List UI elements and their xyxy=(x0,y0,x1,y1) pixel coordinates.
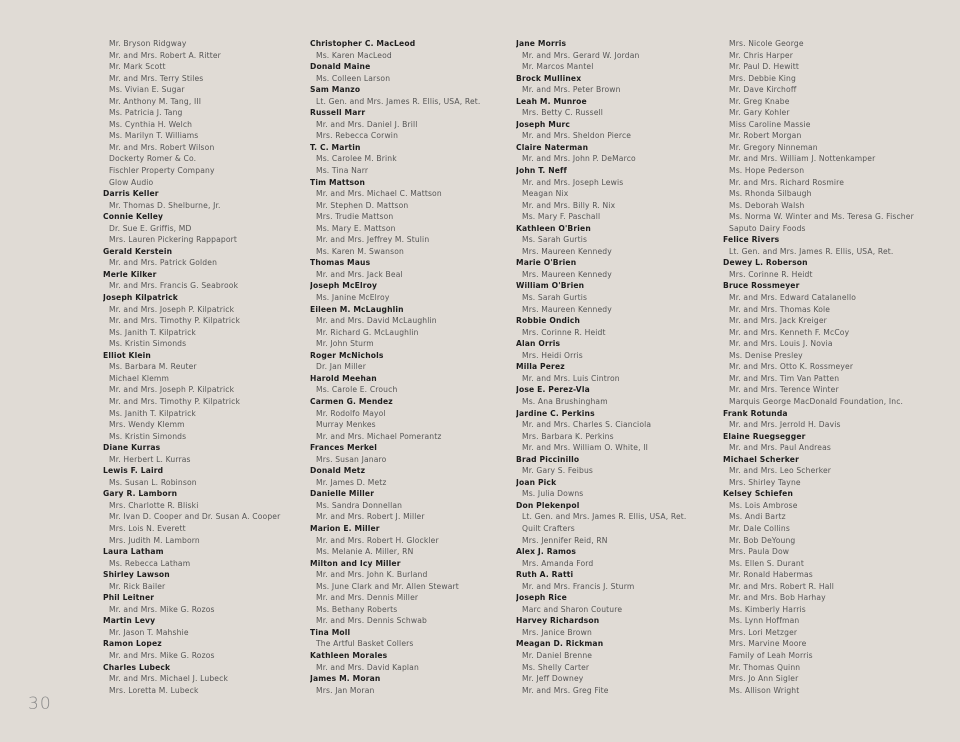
donor-name: Mr. and Mrs. Jack Beal xyxy=(316,269,403,279)
honoree-name: Joan Pick xyxy=(516,477,557,487)
donor-name: Ms. Rebecca Latham xyxy=(109,558,191,568)
honoree-name: Kelsey Schiefen xyxy=(723,489,794,499)
donor-name: Mr. Thomas D. Shelburne, Jr. xyxy=(109,200,221,210)
honoree-name: Gerald Kerstein xyxy=(103,246,173,256)
donor-name: Mr. and Mrs. Jeffrey M. Stulin xyxy=(316,235,430,245)
honoree-name: Darris Keller xyxy=(103,189,159,199)
donor-name: Ms. Kristin Simonds xyxy=(109,339,187,349)
honoree-name: Phil Leitner xyxy=(103,593,155,603)
honoree-name: T. C. Martin xyxy=(310,142,361,152)
honoree-name: Diane Kurras xyxy=(103,443,161,453)
donor-name: Mr. Mark Scott xyxy=(109,62,166,72)
donor-name: Ms. Sarah Gurtis xyxy=(522,293,588,303)
honoree-name: Claire Naterman xyxy=(516,142,589,152)
donor-name: Mr. and Mrs. Charles S. Cianciola xyxy=(522,420,652,430)
honoree-name: Tina Moll xyxy=(310,627,351,637)
donor-name: Ms. Tina Narr xyxy=(316,166,369,176)
donor-name: Glow Audio xyxy=(109,177,154,187)
donor-name: Ms. Kimberly Harris xyxy=(729,604,806,614)
donor-name: Mr. and Mrs. David McLaughlin xyxy=(316,316,437,326)
donor-name: Mr. Chris Harper xyxy=(729,50,794,60)
honoree-name: Danielle Miller xyxy=(310,489,375,499)
donor-name: Mr. Anthony M. Tang, III xyxy=(109,96,202,106)
donor-name: Ms. Janine McElroy xyxy=(316,293,390,303)
donor-name: Ms. Kristin Simonds xyxy=(109,431,187,441)
donor-name: Mrs. Debbie King xyxy=(729,73,796,83)
donor-name: Mr. Paul D. Hewitt xyxy=(729,62,800,72)
donor-name: Mr. and Mrs. Terry Stiles xyxy=(109,73,204,83)
honoree-name: Dewey L. Roberson xyxy=(723,258,808,268)
donor-name: Mr. and Mrs. Robert A. Ritter xyxy=(109,50,221,60)
donor-name: Mr. and Mrs. Leo Scherker xyxy=(729,466,832,476)
donor-name: Ms. Julia Downs xyxy=(522,489,584,499)
donor-name: Mr. and Mrs. Michael C. Mattson xyxy=(316,189,442,199)
donor-name: Mr. and Mrs. Mike G. Rozos xyxy=(109,604,215,614)
honoree-name: Harold Meehan xyxy=(310,373,377,383)
donor-name: Mr. and Mrs. Paul Andreas xyxy=(729,443,832,453)
donor-name: Mr. and Mrs. Terence Winter xyxy=(729,385,839,395)
honoree-name: Connie Kelley xyxy=(103,212,164,222)
honoree-name: Marie O'Brien xyxy=(516,258,577,268)
donor-name: Mr. Gregory Ninneman xyxy=(729,142,818,152)
donor-name: Mr. and Mrs. Francis J. Sturm xyxy=(522,581,635,591)
honoree-name: Eileen M. McLaughlin xyxy=(310,304,404,314)
donor-name: Mrs. Marvine Moore xyxy=(729,639,807,649)
donor-name: Mr. and Mrs. Michael Pomerantz xyxy=(316,431,442,441)
honoree-name: Brock Mullinex xyxy=(516,73,582,83)
donor-name: Mr. and Mrs. Otto K. Rossmeyer xyxy=(729,362,854,372)
donor-name: Mr. Gary S. Feibus xyxy=(522,466,594,476)
donor-name: Ms. Deborah Walsh xyxy=(729,200,805,210)
donor-name: Mr. and Mrs. John K. Burland xyxy=(316,570,428,580)
honoree-name: Frank Rotunda xyxy=(723,408,788,418)
honoree-name: Milla Perez xyxy=(516,362,565,372)
honoree-name: Thomas Maus xyxy=(310,258,371,268)
donor-name: Ms. Sarah Gurtis xyxy=(522,235,588,245)
honoree-name: William O'Brien xyxy=(516,281,585,291)
donor-name: Mrs. Paula Dow xyxy=(729,547,790,557)
donor-name: Mr. and Mrs. Joseph P. Kilpatrick xyxy=(109,304,235,314)
honoree-name: Bruce Rossmeyer xyxy=(723,281,800,291)
donor-name: The Artful Basket Collers xyxy=(316,639,414,649)
honoree-name: Leah M. Munroe xyxy=(516,96,587,106)
donor-name: Ms. Ana Brushingham xyxy=(522,396,608,406)
donor-name: Ms. Karen M. Swanson xyxy=(316,246,404,256)
honoree-name: Don Plekenpol xyxy=(516,500,580,510)
donor-name: Mr. and Mrs. Mike G. Rozos xyxy=(109,650,215,660)
donor-name: Ms. Lois Ambrose xyxy=(729,500,798,510)
donor-name: Mr. and Mrs. Edward Catalanello xyxy=(729,293,857,303)
donor-name: Ms. Ellen S. Durant xyxy=(729,558,804,568)
donor-name: Fischler Property Company xyxy=(109,166,215,176)
donor-name: Mr. and Mrs. William O. White, II xyxy=(522,443,649,453)
donor-name: Mr. and Mrs. Jack Kreiger xyxy=(729,316,827,326)
honoree-name: Elliot Klein xyxy=(103,350,151,360)
donor-name: Mr. and Mrs. Joseph Lewis xyxy=(522,177,624,187)
honoree-name: Roger McNichols xyxy=(310,350,384,360)
donor-name: Mr. and Mrs. Peter Brown xyxy=(522,85,621,95)
donor-name: Mr. Marcos Mantel xyxy=(522,62,594,72)
donor-name: Ms. Carolee M. Brink xyxy=(316,154,397,164)
donor-name: Lt. Gen. and Mrs. James R. Ellis, USA, Ret. xyxy=(522,512,687,522)
donor-name: Mrs. Corinne R. Heidt xyxy=(522,327,606,337)
honoree-name: John T. Neff xyxy=(516,166,567,176)
column-1 xyxy=(103,38,318,696)
honoree-name: Milton and Icy Miller xyxy=(310,558,401,568)
donor-name: Mrs. Amanda Ford xyxy=(522,558,594,568)
donor-name: Mr. and Mrs. Robert J. Miller xyxy=(316,512,425,522)
honoree-name: Alex J. Ramos xyxy=(516,547,577,557)
donor-name: Mr. Robert Morgan xyxy=(729,131,802,141)
honoree-name: Gary R. Lamborn xyxy=(103,489,178,499)
column-4 xyxy=(723,38,953,696)
donor-name: Ms. Mary F. Paschall xyxy=(522,212,601,222)
donor-name: Mr. Jeff Downey xyxy=(522,674,584,684)
donor-name: Ms. Carole E. Crouch xyxy=(316,385,398,395)
donor-name: Mr. Dave Kirchoff xyxy=(729,85,797,95)
donor-name: Mrs. Maureen Kennedy xyxy=(522,304,612,314)
donor-name: Mr. Rick Bailer xyxy=(109,581,166,591)
donor-name: Ms. Lynn Hoffman xyxy=(729,616,800,626)
donor-name: Mr. and Mrs. Robert R. Hall xyxy=(729,581,835,591)
donor-name: Mr. Herbert L. Kurras xyxy=(109,454,191,464)
donor-name: Mrs. Lori Metzger xyxy=(729,627,798,637)
donor-name: Ms. Barbara M. Reuter xyxy=(109,362,197,372)
honoree-name: Merle Kilker xyxy=(103,269,157,279)
donor-name: Ms. Patricia J. Tang xyxy=(109,108,183,118)
donor-name: Mr. and Mrs. Tim Van Patten xyxy=(729,373,840,383)
honoree-name: Ruth A. Ratti xyxy=(516,570,574,580)
honoree-name: Michael Scherker xyxy=(723,454,800,464)
donor-name: Mr. and Mrs. Jerrold H. Davis xyxy=(729,420,841,430)
donor-name: Ms. Denise Presley xyxy=(729,350,803,360)
donor-name: Family of Leah Morris xyxy=(729,650,813,660)
honoree-name: Elaine Ruegsegger xyxy=(723,431,806,441)
donor-name: Mr. Bob DeYoung xyxy=(729,535,796,545)
donor-name: Mrs. Janice Brown xyxy=(522,627,592,637)
donor-name: Dockerty Romer & Co. xyxy=(109,154,197,164)
donor-name: Mrs. Corinne R. Heidt xyxy=(729,269,813,279)
donor-name: Mr. Rodolfo Mayol xyxy=(316,408,386,418)
donor-name: Ms. Rhonda Silbaugh xyxy=(729,189,812,199)
donor-name: Mrs. Trudie Mattson xyxy=(316,212,394,222)
honoree-name: Jose E. Perez-Vla xyxy=(516,385,590,395)
page-number: 30 xyxy=(28,694,52,714)
donor-name: Mr. Richard G. McLaughlin xyxy=(316,327,419,337)
donor-name: Mr. and Mrs. Joseph P. Kilpatrick xyxy=(109,385,235,395)
donor-name: Ms. Hope Pederson xyxy=(729,166,805,176)
honoree-name: Charles Lubeck xyxy=(103,662,171,672)
donor-name: Mr. Jason T. Mahshie xyxy=(109,627,189,637)
donor-name: Mr. Ronald Habermas xyxy=(729,570,813,580)
donor-name: Ms. Norma W. Winter and Ms. Teresa G. Fischer xyxy=(729,212,914,222)
honoree-name: Lewis F. Laird xyxy=(103,466,164,476)
honoree-name: Tim Mattson xyxy=(310,177,366,187)
honoree-name: Laura Latham xyxy=(103,547,164,557)
donor-name: Mr. Thomas Quinn xyxy=(729,662,801,672)
honoree-name: Joseph McElroy xyxy=(310,281,378,291)
donor-name: Mr. and Mrs. Michael J. Lubeck xyxy=(109,674,229,684)
donor-name: Mrs. Maureen Kennedy xyxy=(522,246,612,256)
donor-name: Ms. Colleen Larson xyxy=(316,73,391,83)
donor-name: Ms. Bethany Roberts xyxy=(316,604,398,614)
donor-name: Mr. Ivan D. Cooper and Dr. Susan A. Cooper xyxy=(109,512,281,522)
donor-name: Mrs. Jennifer Reid, RN xyxy=(522,535,608,545)
donor-name: Mr. and Mrs. Francis G. Seabrook xyxy=(109,281,239,291)
donor-name: Mr. Stephen D. Mattson xyxy=(316,200,409,210)
donor-name: Mr. and Mrs. Patrick Golden xyxy=(109,258,218,268)
donor-name: Mr. and Mrs. Daniel J. Brill xyxy=(316,119,418,129)
donor-name: Marquis George MacDonald Foundation, Inc. xyxy=(729,396,904,406)
donor-name: Mrs. Judith M. Lamborn xyxy=(109,535,200,545)
donor-name: Mr. and Mrs. Timothy P. Kilpatrick xyxy=(109,316,240,326)
donor-name: Ms. June Clark and Mr. Allen Stewart xyxy=(316,581,459,591)
donor-name: Ms. Melanie A. Miller, RN xyxy=(316,547,414,557)
donor-name: Mr. and Mrs. Thomas Kole xyxy=(729,304,831,314)
donor-name: Dr. Sue E. Griffis, MD xyxy=(109,223,192,233)
donor-name: Saputo Dairy Foods xyxy=(729,223,806,233)
donor-name: Marc and Sharon Couture xyxy=(522,604,623,614)
donor-name: Ms. Mary E. Mattson xyxy=(316,223,396,233)
donor-name: Mrs. Susan Janaro xyxy=(316,454,387,464)
honoree-name: Kathleen O'Brien xyxy=(516,223,591,233)
honoree-name: Robbie Ondich xyxy=(516,316,581,326)
honoree-name: Joseph Rice xyxy=(516,593,567,603)
donor-name: Mrs. Rebecca Corwin xyxy=(316,131,399,141)
honoree-name: Kathleen Morales xyxy=(310,650,388,660)
donor-name: Ms. Cynthia H. Welch xyxy=(109,119,193,129)
donor-name: Mr. Bryson Ridgway xyxy=(109,39,187,48)
donor-name: Mr. and Mrs. Dennis Schwab xyxy=(316,616,427,626)
honoree-name: Donald Maine xyxy=(310,62,371,72)
donor-name: Meagan Nix xyxy=(522,189,569,199)
honoree-name: Felice Rivers xyxy=(723,235,780,245)
donor-name: Mrs. Nicole George xyxy=(729,39,804,48)
honoree-name: Russell Marr xyxy=(310,108,366,118)
donor-name: Dr. Jan Miller xyxy=(316,362,366,372)
donor-name: Mr. and Mrs. Bob Harhay xyxy=(729,593,826,603)
honoree-name: Alan Orris xyxy=(516,339,561,349)
donor-name: Ms. Vivian E. Sugar xyxy=(109,85,185,95)
honoree-name: Meagan D. Rickman xyxy=(516,639,604,649)
donor-name: Mrs. Shirley Tayne xyxy=(729,477,801,487)
honoree-name: Sam Manzo xyxy=(310,85,361,95)
honoree-name: Carmen G. Mendez xyxy=(310,396,393,406)
donor-name: Ms. Shelly Carter xyxy=(522,662,590,672)
donor-name: Mr. and Mrs. Richard Rosmire xyxy=(729,177,845,187)
donor-name: Mr. John Sturm xyxy=(316,339,374,349)
donor-name: Ms. Marilyn T. Williams xyxy=(109,131,199,141)
donor-name: Ms. Janith T. Kilpatrick xyxy=(109,408,196,418)
donor-name: Mr. and Mrs. Billy R. Nix xyxy=(522,200,616,210)
donor-name: Mrs. Lois N. Everett xyxy=(109,523,186,533)
donor-name: Ms. Janith T. Kilpatrick xyxy=(109,327,196,337)
donor-name: Mr. and Mrs. Kenneth F. McCoy xyxy=(729,327,850,337)
donor-name: Mrs. Jo Ann Sigler xyxy=(729,674,799,684)
donor-name: Ms. Sandra Donnellan xyxy=(316,500,403,510)
donor-name: Mr. and Mrs. John P. DeMarco xyxy=(522,154,636,164)
donor-name: Ms. Susan L. Robinson xyxy=(109,477,197,487)
donor-name: Mrs. Loretta M. Lubeck xyxy=(109,685,199,695)
donor-name: Mrs. Wendy Klemm xyxy=(109,420,185,430)
donor-name: Mrs. Heidi Orris xyxy=(522,350,583,360)
donor-name: Michael Klemm xyxy=(109,373,170,383)
donor-name: Mr. Gary Kohler xyxy=(729,108,790,118)
column-2 xyxy=(310,38,525,696)
donor-name: Mrs. Lauren Pickering Rappaport xyxy=(109,235,238,245)
honoree-name: Jardine C. Perkins xyxy=(516,408,595,418)
donor-name: Mrs. Barbara K. Perkins xyxy=(522,431,614,441)
donor-name: Mr. Dale Collins xyxy=(729,523,790,533)
honoree-name: Brad Piccinillo xyxy=(516,454,580,464)
honoree-name: Harvey Richardson xyxy=(516,616,600,626)
honoree-name: Ramon Lopez xyxy=(103,639,162,649)
donor-name: Mr. and Mrs. Dennis Miller xyxy=(316,593,419,603)
donor-name: Mr. and Mrs. Sheldon Pierce xyxy=(522,131,632,141)
donor-name: Lt. Gen. and Mrs. James R. Ellis, USA, Ret. xyxy=(316,96,481,106)
donor-name: Mr. and Mrs. Robert Wilson xyxy=(109,142,215,152)
donor-list xyxy=(0,38,960,698)
donor-name: Mr. and Mrs. Luis Cintron xyxy=(522,373,620,383)
donor-name: Mr. and Mrs. Robert H. Glockler xyxy=(316,535,439,545)
donor-name: Mrs. Maureen Kennedy xyxy=(522,269,612,279)
donor-name: Mrs. Charlotte R. Bliski xyxy=(109,500,199,510)
donor-name: Mr. and Mrs. Greg Fite xyxy=(522,685,609,695)
donor-name: Ms. Allison Wright xyxy=(729,685,800,695)
donor-name: Mr. and Mrs. Louis J. Novia xyxy=(729,339,833,349)
donor-name: Mr. and Mrs. William J. Nottenkamper xyxy=(729,154,876,164)
honoree-name: James M. Moran xyxy=(310,674,381,684)
donor-name: Mr. Greg Knabe xyxy=(729,96,790,106)
donor-name: Ms. Karen MacLeod xyxy=(316,50,392,60)
donor-name: Mr. and Mrs. David Kaplan xyxy=(316,662,419,672)
donor-name: Quilt Crafters xyxy=(522,523,575,533)
donor-name: Mr. and Mrs. Gerard W. Jordan xyxy=(522,50,640,60)
donor-name: Murray Menkes xyxy=(316,420,376,430)
honoree-name: Shirley Lawson xyxy=(103,570,170,580)
donor-name: Ms. Andi Bartz xyxy=(729,512,786,522)
donor-name: Lt. Gen. and Mrs. James R. Ellis, USA, Ret. xyxy=(729,246,894,256)
honoree-name: Joseph Murc xyxy=(516,119,571,129)
donor-name: Mrs. Jan Moran xyxy=(316,685,375,695)
donor-name: Mrs. Betty C. Russell xyxy=(522,108,604,118)
honoree-name: Frances Merkel xyxy=(310,443,377,453)
honoree-name: Joseph Kilpatrick xyxy=(103,293,178,303)
donor-name: Mr. Daniel Brenne xyxy=(522,650,593,660)
honoree-name: Marion E. Miller xyxy=(310,523,380,533)
donor-name: Mr. James D. Metz xyxy=(316,477,387,487)
honoree-name: Christopher C. MacLeod xyxy=(310,39,416,48)
honoree-name: Donald Metz xyxy=(310,466,366,476)
donor-name: Mr. and Mrs. Timothy P. Kilpatrick xyxy=(109,396,240,406)
donor-name: Miss Caroline Massie xyxy=(729,119,811,129)
honoree-name: Jane Morris xyxy=(516,39,567,48)
honoree-name: Martin Levy xyxy=(103,616,156,626)
column-3 xyxy=(516,38,731,696)
